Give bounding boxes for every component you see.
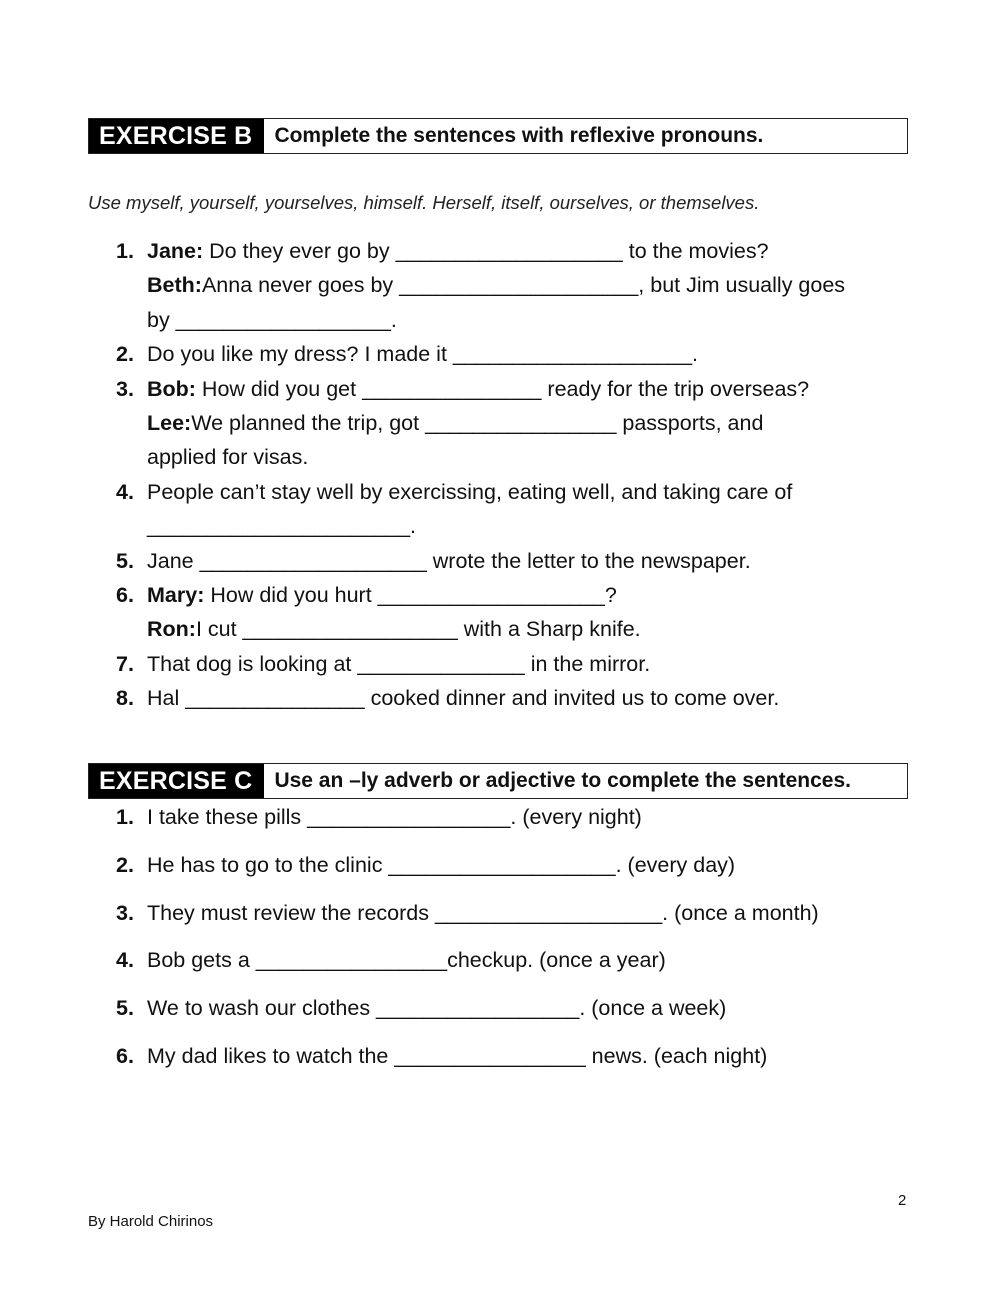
list-item: 3. Bob: How did you get _______________ ready for the trip overseas? — [116, 376, 810, 401]
exercise-c-header — [88, 763, 908, 799]
list-item: 5. We to wash our clothes _________________. (once a week) — [116, 996, 727, 1021]
list-item: 1. I take these pills _________________. (every night) — [116, 805, 642, 829]
list-item: 2. He has to go to the clinic ___________________. (every day) — [116, 852, 736, 877]
exercise-b-list — [116, 234, 845, 715]
list-item: 1. Jane: Do they ever go by ___________________ to the movies? — [116, 239, 769, 263]
exercise-b-header — [88, 118, 908, 154]
list-item: applied for visas. — [147, 445, 309, 470]
exercise-c-title: Use an –ly adverb or adjective to complete the sentences. — [274, 769, 851, 792]
list-item: Ron: I cut __________________ with a Sharp knife. — [147, 617, 641, 642]
exercise-b-instruction: Use myself, yourself, yourselves, himself. Herself, itself, ourselves, or themselves. — [88, 192, 760, 213]
list-item: Lee: We planned the trip, got ________________ passports, and — [147, 410, 764, 435]
list-item: 4. People can’t stay well by exercissing, eating well, and taking care of — [116, 479, 793, 504]
list-item: 4. Bob gets a ________________checkup. (once a year) — [116, 948, 666, 973]
list-item: 6. Mary: How did you hurt ___________________? — [116, 582, 617, 607]
list-item: 8. Hal _______________ cooked dinner and invited us to come over. — [116, 686, 780, 711]
list-item: 2. Do you like my dress? I made it ____________________. — [116, 342, 699, 367]
list-item: by __________________. — [147, 307, 397, 332]
page-number: 2 — [898, 1192, 907, 1209]
exercise-c-list — [116, 800, 819, 1087]
list-item: 5. Jane ___________________ wrote the letter to the newspaper. — [116, 548, 751, 573]
list-item: 3. They must review the records ___________________. (once a month) — [116, 900, 819, 925]
list-item: 7. That dog is looking at ______________ in the mirror. — [116, 651, 651, 676]
author-credit: By Harold Chirinos — [88, 1213, 214, 1230]
list-item: 6. My dad likes to watch the ________________ news. (each night) — [116, 1043, 768, 1068]
exercise-b-tag: EXERCISE B — [89, 119, 264, 153]
list-item: ______________________. — [147, 514, 417, 539]
exercise-c-tag: EXERCISE C — [89, 764, 264, 798]
list-item: Beth: Anna never goes by ____________________, but Jim usually goes — [147, 273, 846, 298]
exercise-b-title: Complete the sentences with reflexive pronouns. — [274, 124, 764, 147]
